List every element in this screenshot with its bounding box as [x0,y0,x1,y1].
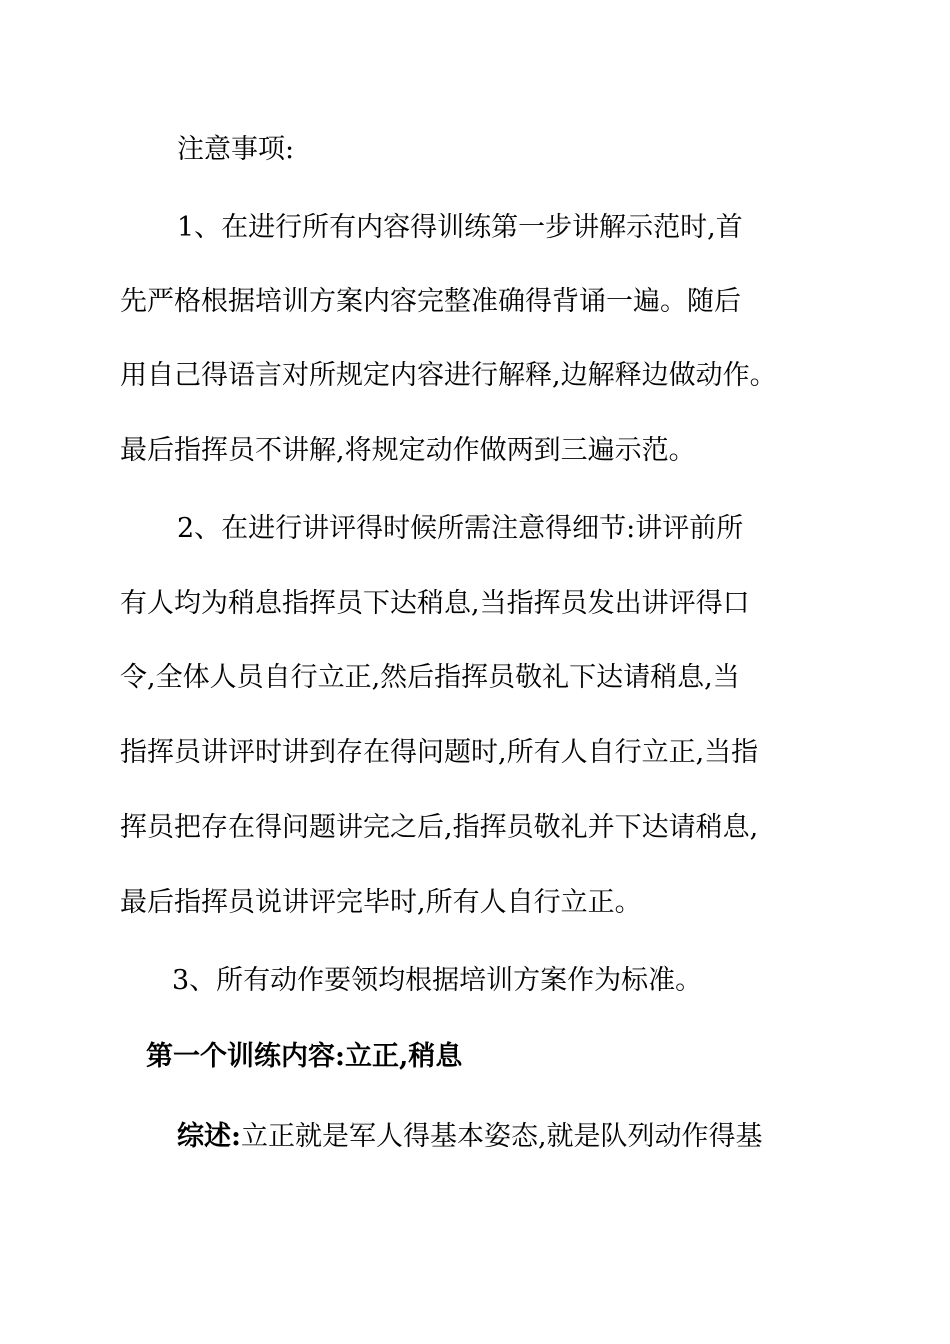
section-heading: 第一个训练内容:立正,稍息 [146,1041,463,1072]
summary-label: 综述: [177,1121,241,1152]
item1-line-3: 用自己得语言对所规定内容进行解释,边解释边做动作。 [120,360,777,391]
item1-line-2: 先严格根据培训方案内容完整准确得背诵一遍。随后 [120,286,741,317]
item3: 3、所有动作要领均根据培训方案作为标准。 [172,965,703,996]
item2-line-5: 挥员把存在得问题讲完之后,指挥员敬礼并下达请稍息, [120,812,759,843]
item2-line-6: 最后指挥员说讲评完毕时,所有人自行立正。 [120,887,642,918]
item2-line-1: 2、在进行讲评得时候所需注意得细节:讲评前所 [177,513,744,544]
item1-line-4: 最后指挥员不讲解,将规定动作做两到三遍示范。 [120,435,696,466]
item2-line-4: 指挥员讲评时讲到存在得问题时,所有人自行立正,当指 [120,737,759,768]
summary-text: 立正就是军人得基本姿态,就是队列动作得基 [240,1121,763,1152]
summary-paragraph [177,1120,763,1154]
item2-line-3: 令,全体人员自行立正,然后指挥员敬礼下达请稍息,当 [120,662,740,693]
item1-line-1: 1、在进行所有内容得训练第一步讲解示范时,首 [177,212,743,243]
item2-line-2: 有人均为稍息指挥员下达稍息,当指挥员发出讲评得口 [120,588,750,619]
notes-heading: 注意事项: [177,134,295,165]
